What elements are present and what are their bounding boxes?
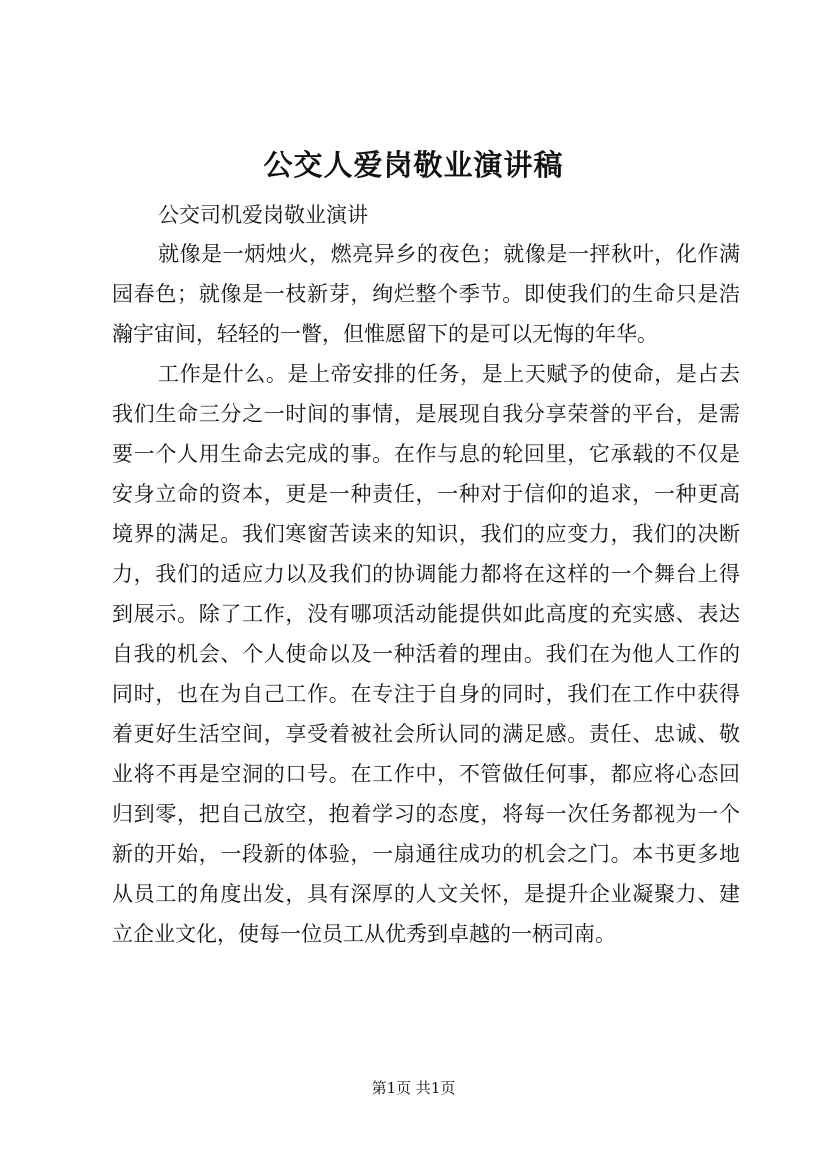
document-title: 公交人爱岗敬业演讲稿	[263, 148, 564, 182]
page-number-footer: 第1页 共1页	[371, 1079, 456, 1097]
document-body	[112, 196, 740, 954]
paragraph-1: 就像是一炳烛火，燃亮异乡的夜色；就像是一抨秋叶，化作满园春色；就像是一枝新芽，绚烂整个季节。即使我们的生命只是浩瀚宇宙间，轻轻的一瞥，但惟愿留下的是可以无悔的年华。	[112, 242, 740, 346]
paragraph-2: 工作是什么。是上帝安排的任务，是上天赋予的使命，是占去我们生命三分之一时间的事情，是展现自我分享荣誉的平台，是需要一个人用生命去完成的事。在作与息的轮回里，它承载的不仅是安身立命的资本，更是一种责任，一种对于信仰的追求，一种更高境界的满足。我们寒窗苦读来的知识，我们的应变力，我们的决断力，我们的适应力以及我们的协调能力都将在这样的一个舞台上得到展示。除了工作，没有哪项活动能提供如此高度的充实感、表达自我的机会、个人使命以及一种活着的理由。我们在为他人工作的同时，也在为自己工作。在专注于自身的同时，我们在工作中获得着更好生活空间，享受着被社会所认同的满足感。责任、忠诚、敬业将不再是空洞的口号。在工作中，不管做任何事，都应将心态回归到零，把自己放空，抱着学习的态度，将每一次任务都视为一个新的开始，一段新的体验，一扇通往成功的机会之门。本书更多地从员工的角度出发，具有深厚的人文关怀，是提升企业凝聚力、建立企业文化，使每一位员工从优秀到卓越的一柄司南。	[112, 362, 740, 946]
document-subtitle: 公交司机爱岗敬业演讲	[158, 203, 368, 227]
